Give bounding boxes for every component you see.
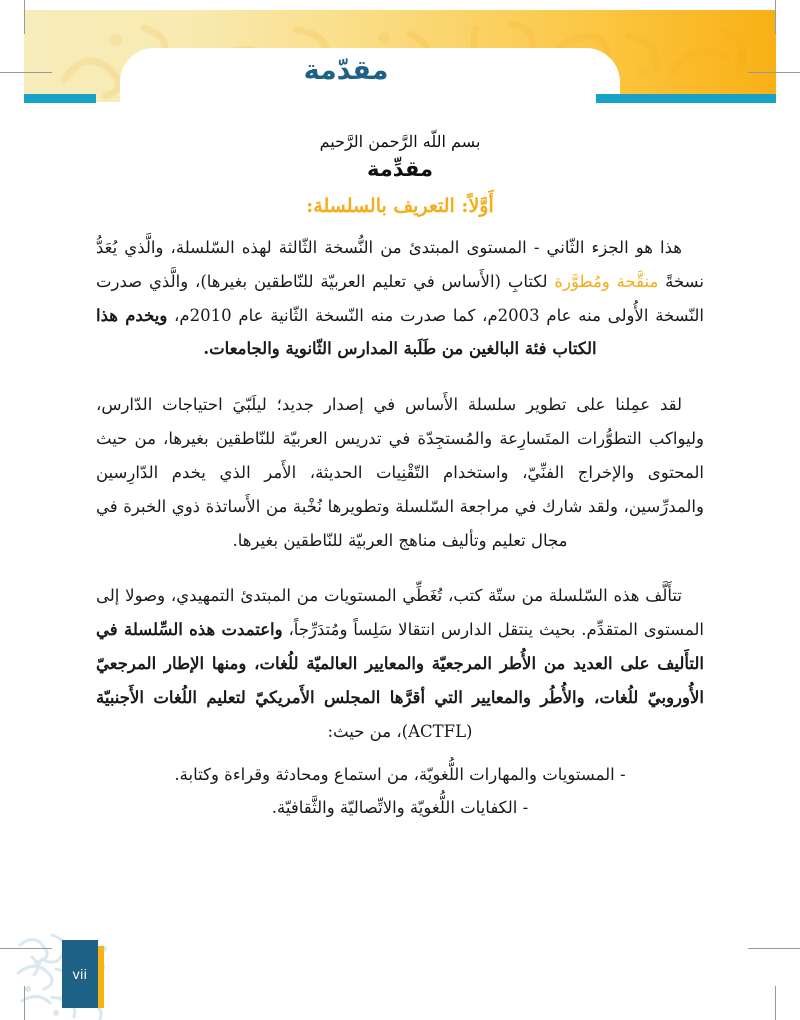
paragraph-text: لكتابِ (الأَساس في تعليم العربيّة للنّاطقين بغيرها)، والَّذي صدرت النّسخة الأُولى منه عام 2003م، كما صدرت منه النّسخة الثّانية عام 2010م، bbox=[96, 271, 704, 325]
crop-mark-bottom-right-horizontal bbox=[748, 948, 800, 949]
paragraph-text: (ACTFL)، من حيث: bbox=[327, 721, 473, 741]
highlighted-text: منقَّحة ومُطوَّرة bbox=[554, 271, 659, 291]
bold-text: ويخدم هذا الكتاب فئة البالغين من طَلَبة المدارس الثّانوية والجامعات. bbox=[96, 305, 597, 359]
crop-mark-bottom-left-vertical bbox=[24, 986, 25, 1020]
bullet-list bbox=[96, 758, 704, 824]
crop-mark-top-left-vertical bbox=[24, 0, 25, 34]
paragraph-text: هذا هو الجزء الثّاني - المستوى المبتدئ من النُّسخة الثّالثة لهذه السّلسلة، والَّذي يُعَدُّ نسخةً bbox=[96, 238, 704, 291]
crop-mark-top-left-horizontal bbox=[0, 72, 52, 73]
section-heading: أَوَّلاً: التعريف بالسلسلة: bbox=[306, 195, 494, 217]
header-accent-bar-right bbox=[596, 94, 776, 103]
basmala-line: بسم اللّه الرَّحمن الرَّحيم bbox=[319, 132, 481, 151]
page-title: مقدّمة bbox=[303, 54, 389, 86]
body-paragraph bbox=[96, 579, 704, 748]
crop-mark-bottom-right-vertical bbox=[775, 986, 776, 1020]
bullet-item: - المستويات والمهارات اللُّغويّة، من استماع ومحادثة وقراءة وكتابة. bbox=[174, 765, 626, 785]
bold-text: واعتمدت هذه السِّلسلة في التأَليف على العديد من الأُطر المرجعيّة والمعايير العالميّة للُغات، ومنها الإطار المرجعيّ الأُوروبيّ للُغات، والأُطُر والمعايير التي أقرَّها المجلس الأَمريكيّ لتعليم اللُغات الأَجنبيّة bbox=[96, 620, 704, 707]
document-title: مقدِّمة bbox=[367, 157, 433, 181]
crop-mark-top-right-vertical bbox=[775, 0, 776, 34]
crop-mark-bottom-left-horizontal bbox=[0, 948, 52, 949]
body-paragraph bbox=[96, 231, 704, 366]
bullet-item: - الكفايات اللُّغويّة والاتِّصاليّة والثَّقافيّة. bbox=[271, 798, 529, 818]
paragraph-text: تتأَلَّف هذه السّلسلة من ستّة كتب، تُغَطِّي المستويات من المبتدئ التمهيدي، وصولا إلى المستوى المتقدِّم. بحيث ينتقل الدارس انتقالا سَلِساً ومُتدَرِّجاً، bbox=[96, 586, 705, 640]
page-number-tab bbox=[62, 940, 98, 1008]
page-number-label: vii bbox=[72, 966, 88, 982]
paragraph-text: لقد عمِلنا على تطوير سلسلة الأَساس في إصدار جديد؛ ليلَبّيَ احتياجات الدّارس، وليواكب التطوُّرات المتَسارِعة والمُستجِدّة في تدريس العربيّة للنّاطقين بغيرها، من حيث المحتوى والإخراج الفنِّيّ، واستخدام التّقْنِيات الحديثة، الأَمر الذي يخدم الدّارِسين والمدرِّسين، ولقد شارك في مراجعة السّلسلة وتطويرها نُخْبة من الأَساتذة ذوي الخبرة في مجال تعليم وتأليف مناهج العربيّة للنّاطقين بغيرها. bbox=[96, 395, 704, 550]
crop-mark-top-right-horizontal bbox=[748, 72, 800, 73]
paragraph-list bbox=[96, 231, 704, 748]
page-content bbox=[96, 132, 704, 824]
page-number-tab-stripe bbox=[98, 946, 104, 1008]
header-accent-bar-left bbox=[24, 94, 96, 103]
body-paragraph bbox=[96, 388, 704, 557]
